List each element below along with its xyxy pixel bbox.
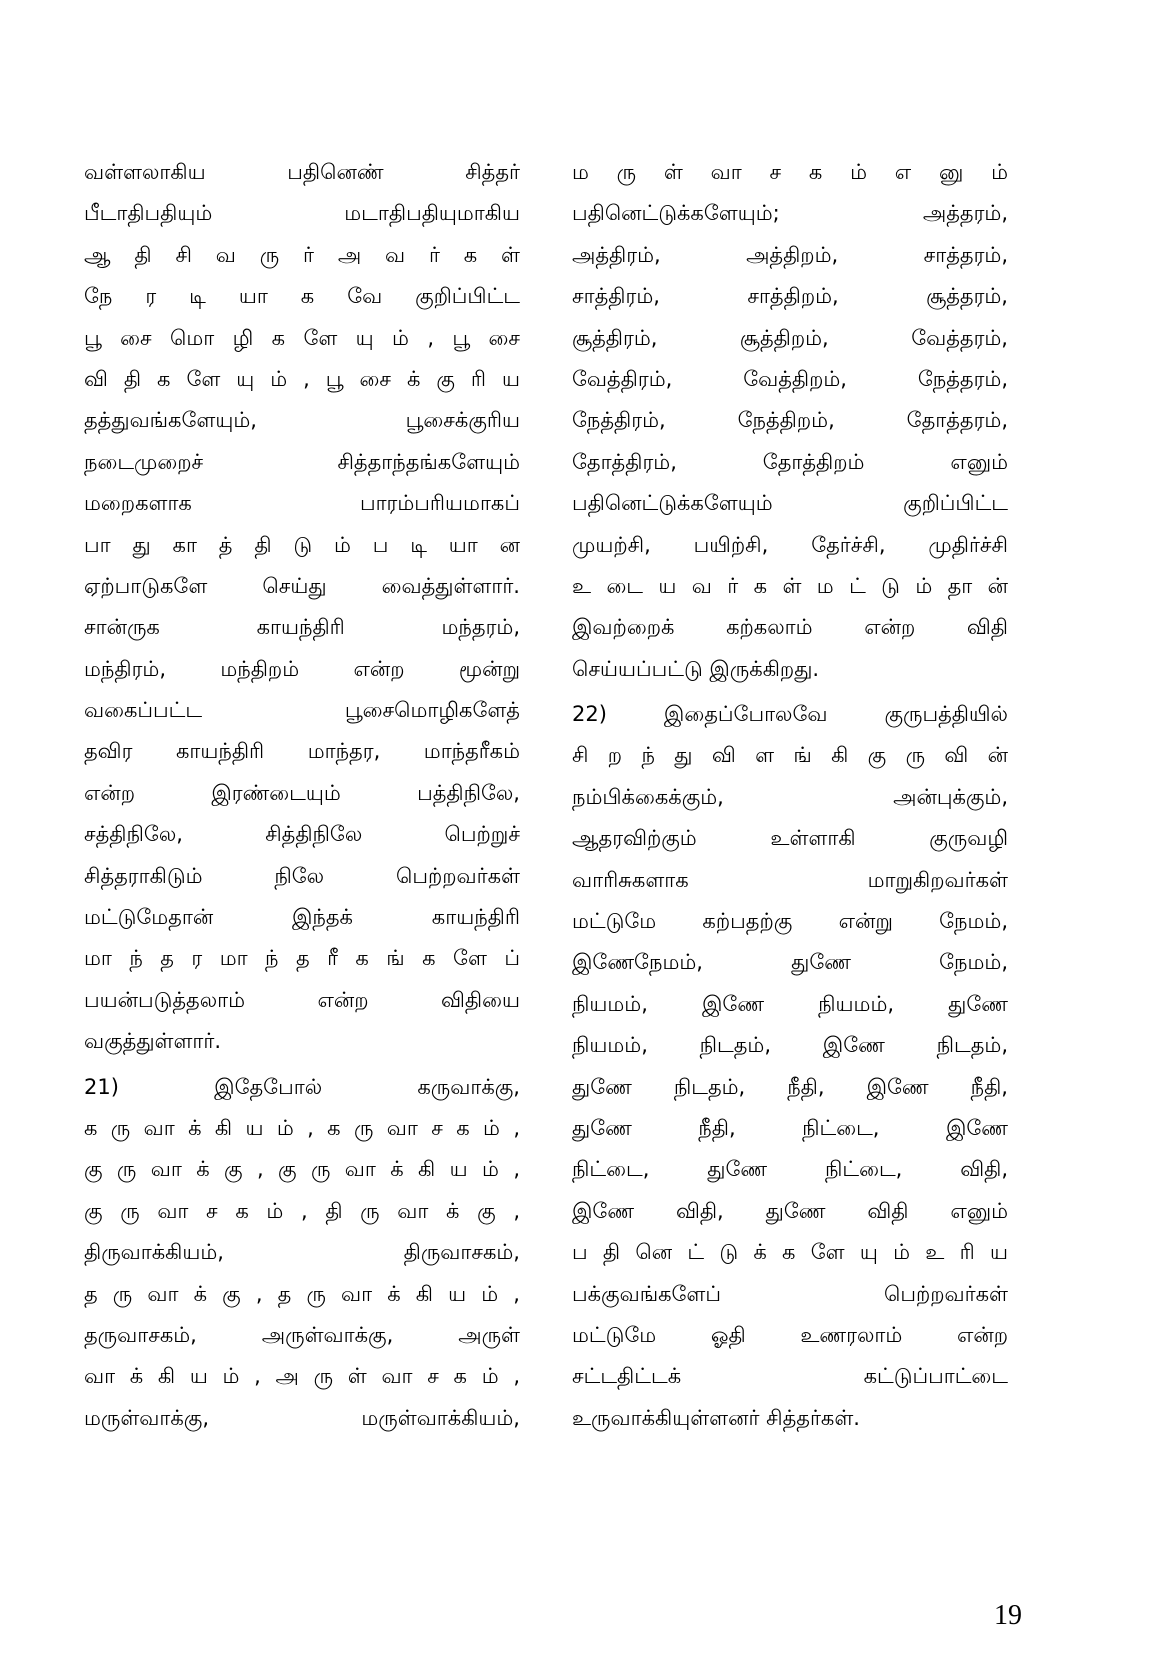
text-line: செய்யப்பட்டு இருக்கிறது.	[572, 656, 820, 681]
left-text-column	[84, 152, 520, 1439]
text-line: மட்டுமேதான் இந்தக் காயந்திரி	[84, 905, 520, 930]
text-line: தவிர காயந்திரி மாந்தர, மாந்தரீகம்	[84, 739, 520, 764]
text-line: உ டை ய வ ர் க ள் ம ட் டு ம் தா ன்	[572, 573, 1008, 598]
paragraph-21-start: 21) இதேபோல் கருவாக்கு,	[84, 1074, 520, 1099]
text-line: க ரு வா க் கி ய ம் , க ரு வா ச க ம் ,	[84, 1115, 520, 1140]
text-line: வேத்திரம், வேத்திறம், நேத்தரம்,	[572, 366, 1008, 391]
text-line: நியமம், நிடதம், இணே நிடதம்,	[572, 1033, 1008, 1058]
text-line: பதினெட்டுக்களேயும்; அத்தரம்,	[572, 201, 1008, 226]
text-line: துணே நீதி, நிட்டை, இணே	[572, 1115, 1008, 1140]
text-line: மட்டுமே ஓதி உணரலாம் என்ற	[572, 1322, 1008, 1347]
right-text-column	[572, 152, 1008, 1439]
text-line: ப தி னெ ட் டு க் க ளே யு ம் உ ரி ய	[572, 1240, 1008, 1265]
text-line: வள்ளலாகிய பதினெண் சித்தர்	[84, 160, 520, 184]
text-line: பா து கா த் தி டு ம் ப டி யா ன	[84, 532, 520, 557]
text-line: வகைப்பட்ட பூசைமொழிகளேத்	[84, 698, 520, 723]
text-line: ஆ தி சி வ ரு ர் அ வ ர் க ள்	[84, 242, 520, 267]
text-line: தோத்திரம், தோத்திறம் எனும்	[572, 449, 1008, 474]
text-line: கு ரு வா க் கு , கு ரு வா க் கி ய ம் ,	[84, 1157, 520, 1182]
text-line: உருவாக்கியுள்ளனர் சித்தர்கள்.	[572, 1405, 860, 1430]
text-line: முயற்சி, பயிற்சி, தேர்ச்சி, முதிர்ச்சி	[572, 532, 1008, 557]
text-line: மா ந் த ர மா ந் த ரீ க ங் க ளே ப்	[84, 946, 520, 971]
text-line: ம ரு ள் வா ச க ம் எ னு ம்	[572, 160, 1008, 184]
text-line: தருவாசகம், அருள்வாக்கு, அருள்	[84, 1322, 520, 1347]
text-line: த ரு வா க் கு , த ரு வா க் கி ய ம் ,	[84, 1281, 520, 1306]
text-line: பூ சை மொ ழி க ளே யு ம் , பூ சை	[84, 325, 520, 350]
text-line: மருள்வாக்கு, மருள்வாக்கியம்,	[84, 1405, 520, 1430]
text-line: கு ரு வா ச க ம் , தி ரு வா க் கு ,	[84, 1198, 520, 1223]
text-line: பயன்படுத்தலாம் என்ற விதியை	[84, 987, 520, 1012]
text-line: இணேநேமம், துணே நேமம்,	[572, 950, 1008, 975]
text-line: நடைமுறைச் சித்தாந்தங்களேயும்	[84, 449, 520, 474]
text-line: சான்ருக காயந்திரி மந்தரம்,	[84, 615, 520, 640]
text-line: இணே விதி, துணே விதி எனும்	[572, 1198, 1008, 1223]
text-line: சாத்திரம், சாத்திறம், சூத்தரம்,	[572, 284, 1008, 309]
text-line: மட்டுமே கற்பதற்கு என்று நேமம்,	[572, 909, 1008, 934]
text-line: சட்டதிட்டக் கட்டுப்பாட்டை	[572, 1364, 1008, 1389]
text-line: நம்பிக்கைக்கும், அன்புக்கும்,	[572, 784, 1008, 809]
text-line: இவற்றைக் கற்கலாம் என்ற விதி	[572, 615, 1008, 640]
text-line: சத்திநிலே, சித்திநிலே பெற்றுச்	[84, 822, 520, 847]
text-line: நேத்திரம், நேத்திறம், தோத்தரம்,	[572, 408, 1008, 433]
text-line: பதினெட்டுக்களேயும் குறிப்பிட்ட	[572, 491, 1008, 516]
text-line: பக்குவங்களேப் பெற்றவர்கள்	[572, 1281, 1008, 1306]
text-line: நே ர டி யா க வே குறிப்பிட்ட	[84, 284, 520, 309]
text-line: நியமம், இணே நியமம், துணே	[572, 991, 1008, 1016]
text-line: வி தி க ளே யு ம் , பூ சை க் கு ரி ய	[84, 366, 520, 391]
text-line: மறைகளாக பாரம்பரியமாகப்	[84, 491, 520, 516]
text-line: வா க் கி ய ம் , அ ரு ள் வா ச க ம் ,	[84, 1364, 520, 1389]
paragraph-22-start: 22) இதைப்போலவே குருபத்தியில்	[572, 702, 1008, 727]
text-line: தத்துவங்களேயும், பூசைக்குரிய	[84, 408, 520, 433]
text-line: வாரிசுகளாக மாறுகிறவர்கள்	[572, 867, 1008, 892]
page-number: 19	[994, 1600, 1022, 1631]
text-line: அத்திரம், அத்திறம், சாத்தரம்,	[572, 242, 1008, 267]
text-line: சூத்திரம், சூத்திறம், வேத்தரம்,	[572, 325, 1008, 350]
text-line: வகுத்துள்ளார்.	[84, 1029, 222, 1054]
text-line: சித்தராகிடும் நிலே பெற்றவர்கள்	[84, 863, 520, 888]
text-line: துணே நிடதம், நீதி, இணே நீதி,	[572, 1074, 1008, 1099]
text-line: திருவாக்கியம், திருவாசகம்,	[84, 1240, 520, 1265]
text-line: மந்திரம், மந்திறம் என்ற மூன்று	[84, 656, 520, 681]
text-line: என்ற இரண்டையும் பத்திநிலே,	[84, 780, 520, 805]
text-line: ஆதரவிற்கும் உள்ளாகி குருவழி	[572, 826, 1008, 851]
text-line: ஏற்பாடுகளே செய்து வைத்துள்ளார்.	[84, 573, 520, 598]
text-line: நிட்டை, துணே நிட்டை, விதி,	[572, 1157, 1008, 1182]
text-line: சி ற ந் து வி ள ங் கி கு ரு வி ன்	[572, 743, 1008, 768]
text-line: பீடாதிபதியும் மடாதிபதியுமாகிய	[84, 201, 520, 226]
